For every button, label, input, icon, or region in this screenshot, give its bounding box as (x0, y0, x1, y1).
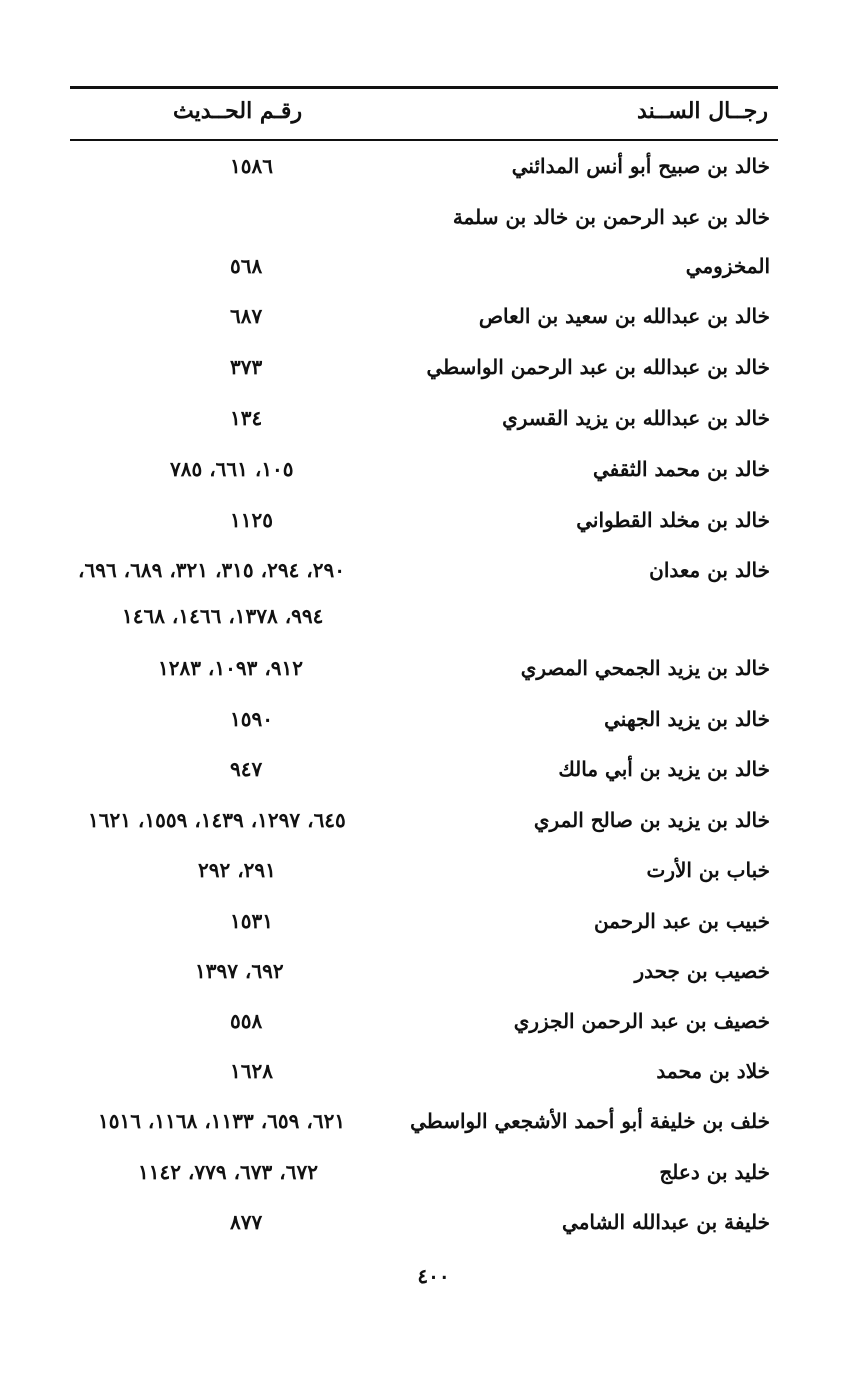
narrator-name: خصيب بن جحدر (634, 959, 770, 983)
hadith-numbers: ٥٦٨ (230, 254, 263, 278)
table-row (70, 1154, 778, 1198)
table-row (70, 903, 778, 947)
narrator-name: خالد بن مخلد القطواني (576, 508, 770, 532)
hadith-numbers: ٦٧٢، ٦٧٣، ٧٧٩، ١١٤٢ (138, 1160, 318, 1184)
table-row (70, 1204, 778, 1248)
hadith-numbers: ٦٢١، ٦٥٩، ١١٣٣، ١١٦٨، ١٥١٦ (98, 1109, 346, 1133)
narrators-column-header: رجــال الســند (637, 98, 768, 124)
table-row (70, 400, 778, 444)
hadith-numbers: ١١٢٥ (230, 508, 273, 532)
narrator-name: خالد بن صبيح أبو أنس المدائني (511, 154, 770, 178)
narrator-name: خبيب بن عبد الرحمن (593, 909, 770, 933)
narrator-name: خالد بن يزيد بن صالح المري (533, 808, 770, 832)
narrator-name: خلف بن خليفة أبو أحمد الأشجعي الواسطي (410, 1109, 770, 1133)
narrator-name: خباب بن الأرت (646, 858, 770, 882)
hadith-numbers: ٩٩٤، ١٣٧٨، ١٤٦٦، ١٤٦٨ (122, 604, 324, 628)
table-row (70, 802, 778, 846)
hadith-numbers: ٨٧٧ (230, 1210, 263, 1234)
table-row (70, 451, 778, 495)
table-row (70, 199, 778, 243)
table-row (70, 852, 778, 896)
narrator-name: خالد بن عبدالله بن عبد الرحمن الواسطي (426, 355, 770, 379)
hadith-numbers: ٦٨٧ (230, 304, 263, 328)
table-row (70, 502, 778, 546)
table-row (70, 552, 778, 596)
narrator-name: خليد بن دعلج (659, 1160, 770, 1184)
hadith-numbers: ١٦٢٨ (230, 1059, 273, 1083)
table-row (70, 598, 778, 642)
hadith-numbers: ١٣٤ (230, 406, 263, 430)
narrator-name: خالد بن معدان (649, 558, 770, 582)
table-row (70, 953, 778, 997)
table-row (70, 349, 778, 393)
table-row (70, 1103, 778, 1147)
narrator-name: خالد بن محمد الثقفي (592, 457, 770, 481)
narrator-name: خالد بن يزيد بن أبي مالك (558, 757, 770, 781)
hadith-numbers: ١٥٣١ (230, 909, 273, 933)
narrator-name: خلاد بن محمد (656, 1059, 770, 1083)
table-row (70, 1003, 778, 1047)
table-row (70, 751, 778, 795)
narrator-name: خالد بن عبدالله بن سعيد بن العاص (478, 304, 770, 328)
hadith-numbers: ٢٩٠، ٢٩٤، ٣١٥، ٣٢١، ٦٨٩، ٦٩٦، (78, 558, 345, 582)
hadith-numbers: ١٥٩٠ (230, 707, 273, 731)
narrator-name: خالد بن عبد الرحمن بن خالد بن سلمة (452, 205, 770, 229)
narrator-name: خصيف بن عبد الرحمن الجزري (513, 1009, 770, 1033)
hadith-numbers: ٦٤٥، ١٢٩٧، ١٤٣٩، ١٥٥٩، ١٦٢١ (88, 808, 346, 832)
hadith-numbers: ١٠٥، ٦٦١، ٧٨٥ (170, 457, 294, 481)
table-row (70, 248, 778, 292)
narrator-name: المخزومي (685, 254, 770, 278)
table-row (70, 701, 778, 745)
hadith-numbers: ١٥٨٦ (230, 154, 273, 178)
hadith-numbers: ٦٩٢، ١٣٩٧ (195, 959, 284, 983)
page-number: ٤٠٠ (417, 1264, 450, 1288)
narrator-name: خالد بن عبدالله بن يزيد القسري (502, 406, 770, 430)
hadith-numbers: ٩١٢، ١٠٩٣، ١٢٨٣ (158, 656, 304, 680)
table-row (70, 148, 778, 192)
narrator-index-table (70, 0, 778, 1260)
hadith-numbers: ٥٥٨ (230, 1009, 263, 1033)
hadith-numbers: ٣٧٣ (230, 355, 263, 379)
hadith-number-column-header: رقـم الحــديث (173, 98, 303, 124)
narrator-name: خليفة بن عبدالله الشامي (562, 1210, 770, 1234)
table-row (70, 650, 778, 694)
table-row (70, 1053, 778, 1097)
hadith-numbers: ٩٤٧ (230, 757, 263, 781)
narrator-name: خالد بن يزيد الجمحي المصري (520, 656, 770, 680)
narrator-name: خالد بن يزيد الجهني (604, 707, 770, 731)
table-row (70, 298, 778, 342)
hadith-numbers: ٢٩١، ٢٩٢ (198, 858, 276, 882)
